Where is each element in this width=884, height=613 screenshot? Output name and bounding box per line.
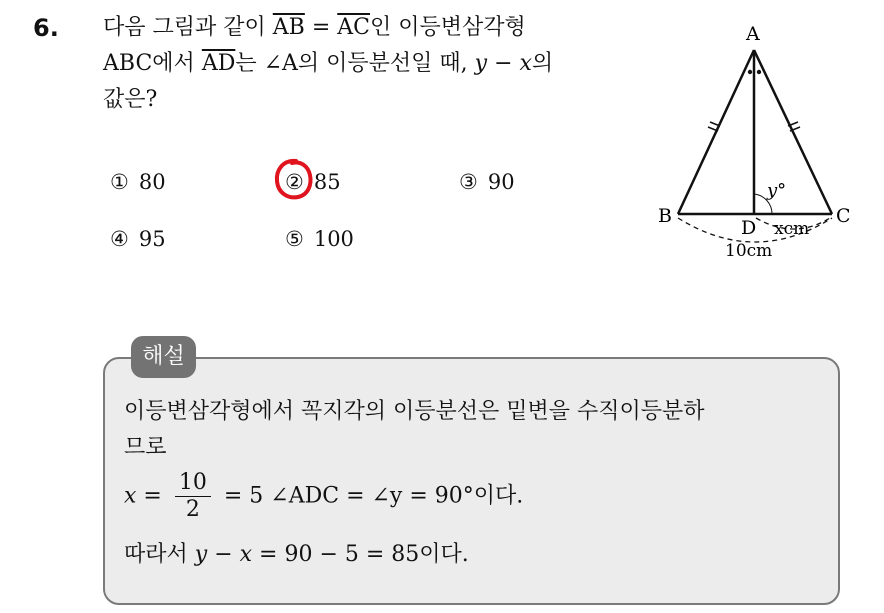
choice-marker: ① — [110, 170, 129, 194]
solution-line-3 — [124, 470, 523, 523]
question-text-part: 다음 그림과 같이 — [103, 15, 266, 40]
equals-sign: = — [143, 483, 162, 509]
question-line-1 — [103, 10, 643, 46]
triangle-figure — [650, 18, 880, 268]
choice-1[interactable] — [110, 168, 166, 196]
fraction — [175, 470, 211, 523]
vertex-label-b: B — [658, 205, 672, 227]
answer-circle-mark — [274, 157, 314, 201]
choice-value: 100 — [313, 227, 354, 251]
choice-3[interactable] — [459, 168, 515, 196]
question-number: 6. — [33, 14, 59, 42]
segment-ab: $\overline{AB}$ — [272, 15, 305, 40]
fraction-numerator: 10 — [175, 470, 211, 497]
choice-5[interactable] — [285, 225, 354, 253]
question-text-part: 의 — [531, 51, 554, 76]
angle-y-label: y° — [767, 180, 787, 201]
choice-4[interactable] — [110, 225, 166, 253]
question-line-3: 값은? — [103, 87, 158, 112]
fraction-denominator: 2 — [185, 497, 200, 522]
question-text-part: ABC에서 — [103, 51, 195, 76]
vertex-label-a: A — [746, 23, 760, 45]
solution-line-4 — [124, 540, 469, 570]
choice-marker: ④ — [110, 227, 129, 251]
vertex-label-d: D — [741, 217, 757, 239]
segment-ac: $\overline{AC}$ — [337, 15, 370, 40]
choice-value: 95 — [138, 227, 166, 251]
variable-x: x — [124, 483, 137, 509]
solution-line-1: 이등변삼각형에서 꼭지각의 이등분선은 밑변을 수직이등분하 — [124, 399, 705, 424]
equals-sign: = — [311, 15, 331, 40]
solution-line-2: 므로 — [124, 435, 167, 460]
choice-marker: ③ — [459, 170, 478, 194]
choice-value: 85 — [313, 170, 341, 194]
choice-marker: ② — [285, 170, 304, 194]
solution-equation-rest: = 5 ∠ADC = ∠y = 90°이다. — [223, 483, 524, 509]
question-text-part: 인 이등변삼각형 — [370, 15, 526, 40]
expression-y-minus-x: y − x — [474, 51, 532, 76]
question-text-part: 는 ∠A의 이등분선일 때, — [235, 51, 468, 76]
question-text — [103, 10, 643, 118]
choice-value: 90 — [487, 170, 515, 194]
question-line-2 — [103, 46, 643, 82]
solution-tag: 해설 — [131, 336, 196, 378]
choice-marker: ⑤ — [285, 227, 304, 251]
choice-value: 80 — [138, 170, 166, 194]
segment-bc-label: 10cm — [725, 241, 773, 261]
solution-text-part: = 90 − 5 = 85이다. — [259, 542, 469, 567]
segment-ad: $\overline{AD}$ — [201, 51, 236, 76]
expression-y-minus-x: y − x — [194, 542, 253, 567]
solution-text-part: 따라서 — [124, 542, 188, 567]
vertex-label-c: C — [836, 205, 851, 227]
segment-dc-label: xcm — [774, 219, 810, 239]
